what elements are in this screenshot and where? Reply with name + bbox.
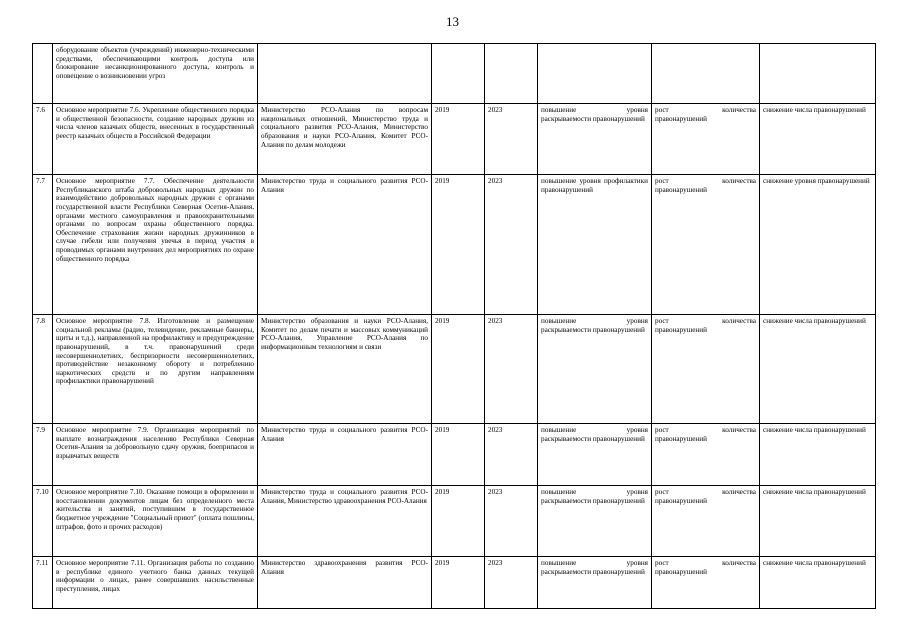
start-year: 2019 xyxy=(432,315,485,424)
table-row xyxy=(33,44,876,104)
indicator-2: рост количества правонарушений xyxy=(652,424,760,486)
executor: Министерство труда и социального развития РСО-Алания xyxy=(258,175,432,315)
indicator-1: повышение уровня раскрываемости правонарушений xyxy=(538,424,652,486)
activities-table xyxy=(32,43,876,609)
indicator-3: снижение числа правонарушений xyxy=(760,315,876,424)
indicator-1: повышение уровня раскрываемости правонарушений xyxy=(538,557,652,609)
row-number: 7.10 xyxy=(33,486,53,557)
executor: Министерство труда и социального развития РСО-Алания xyxy=(258,424,432,486)
indicator-2: рост количества правонарушений xyxy=(652,104,760,175)
indicator-3: снижение числа правонарушений xyxy=(760,424,876,486)
activity-description: Основное мероприятие 7.9. Организация мероприятий по выплате вознаграждения населению Республики Северная Осетия-Алания за добровольную сдачу оружия, боеприпасов и взрывчатых веществ xyxy=(53,424,258,486)
end-year: 2023 xyxy=(485,557,538,609)
table-row xyxy=(33,315,876,424)
end-year: 2023 xyxy=(485,315,538,424)
executor xyxy=(258,44,432,104)
activity-description: Основное мероприятие 7.7. Обеспечение деятельности Республиканского штаба добровольных народных дружин по взаимодействию добровольных народных дружин с органами государственной власти Республики Северная Осетия-Алания, органами местного самоуправления и правоохранительными органами по вопросам охраны общественного порядка. Обеспечение страхования жизни народных дружинников в случае гибели или получения увечья в период участия в проводимых органами внутренних дел мероприятиях по охране общественного порядка xyxy=(53,175,258,315)
executor: Министерство образования и науки РСО-Алания, Комитет по делам печати и массовых коммуникаций РСО-Алания, Управление РСО-Алания по информационным технологиям и связи xyxy=(258,315,432,424)
end-year xyxy=(485,44,538,104)
indicator-1: повышение уровня раскрываемости правонарушений xyxy=(538,315,652,424)
row-number: 7.11 xyxy=(33,557,53,609)
indicator-1 xyxy=(538,44,652,104)
start-year: 2019 xyxy=(432,557,485,609)
row-number: 7.8 xyxy=(33,315,53,424)
page-number: 13 xyxy=(446,14,459,29)
start-year xyxy=(432,44,485,104)
indicator-1: повышение уровня профилактики правонарушений xyxy=(538,175,652,315)
indicator-2 xyxy=(652,44,760,104)
table-row xyxy=(33,557,876,609)
end-year: 2023 xyxy=(485,424,538,486)
executor: Министерство здравоохранения развития РСО-Алания xyxy=(258,557,432,609)
start-year: 2019 xyxy=(432,424,485,486)
row-number: 7.6 xyxy=(33,104,53,175)
start-year: 2019 xyxy=(432,486,485,557)
table-row xyxy=(33,424,876,486)
table-row xyxy=(33,104,876,175)
table-row xyxy=(33,486,876,557)
activity-description: Основное мероприятие 7.11. Организация работы по созданию в республике единого учетного банка данных текущей информации о лицах, ранее совершавших насильственные преступления, лицах xyxy=(53,557,258,609)
activity-description: Основное мероприятие 7.8. Изготовление и размещение социальной рекламы (радио, телевидение, рекламные баннеры, щиты и т.д.), направленной на профилактику и предупреждение правонарушений, в т.ч. правонарушений среди несовершеннолетних, беспризорности несовершеннолетних, противодействие незаконному обороту и потреблению наркотических средств и по другим направлениям профилактики правонарушений xyxy=(53,315,258,424)
activity-description: оборудование объектов (учреждений) инженерно-техническими средствами, обеспечивающими контроль доступа или блокирование несанкционированного доступа, контроль и оповещение о возникновении угроз xyxy=(53,44,258,104)
row-number: 7.7 xyxy=(33,175,53,315)
start-year: 2019 xyxy=(432,175,485,315)
indicator-2: рост количества правонарушений xyxy=(652,486,760,557)
start-year: 2019 xyxy=(432,104,485,175)
indicator-3 xyxy=(760,44,876,104)
indicator-2: рост количества правонарушений xyxy=(652,175,760,315)
row-number: 7.9 xyxy=(33,424,53,486)
end-year: 2023 xyxy=(485,175,538,315)
executor: Министерство труда и социального развития РСО-Алания, Министерство здравоохранения РСО-Алания xyxy=(258,486,432,557)
end-year: 2023 xyxy=(485,104,538,175)
indicator-2: рост количества правонарушений xyxy=(652,315,760,424)
table-row xyxy=(33,175,876,315)
end-year: 2023 xyxy=(485,486,538,557)
activity-description: Основное мероприятие 7.10. Оказание помощи в оформлении и восстановлении документов лицам без определенного места жительства и занятий, поступившим в государственное бюджетное учреждение "Социальный приют" (оплата пошлины, штрафов, фото и прочих расходов) xyxy=(53,486,258,557)
activity-description: Основное мероприятие 7.6. Укрепление общественного порядка и общественной безопасности, создание народных дружин из числа членов казачьих обществ, внесенных в государственный реестр казачьих обществ в Российской Федерации xyxy=(53,104,258,175)
indicator-1: повышение уровня раскрываемости правонарушений xyxy=(538,104,652,175)
indicator-3: снижение числа правонарушений xyxy=(760,486,876,557)
indicator-3: снижение числа правонарушений xyxy=(760,557,876,609)
row-number xyxy=(33,44,53,104)
executor: Министерство РСО-Алания по вопросам национальных отношений, Министерство труда и социального развития РСО-Алания, Министерство образования и науки РСО-Алания, Комитет РСО-Алания по делам молодежи xyxy=(258,104,432,175)
indicator-3: снижение уровня правонарушений xyxy=(760,175,876,315)
indicator-2: рост количества правонарушений xyxy=(652,557,760,609)
indicator-1: повышение уровня раскрываемости правонарушений xyxy=(538,486,652,557)
indicator-3: снижение числа правонарушений xyxy=(760,104,876,175)
